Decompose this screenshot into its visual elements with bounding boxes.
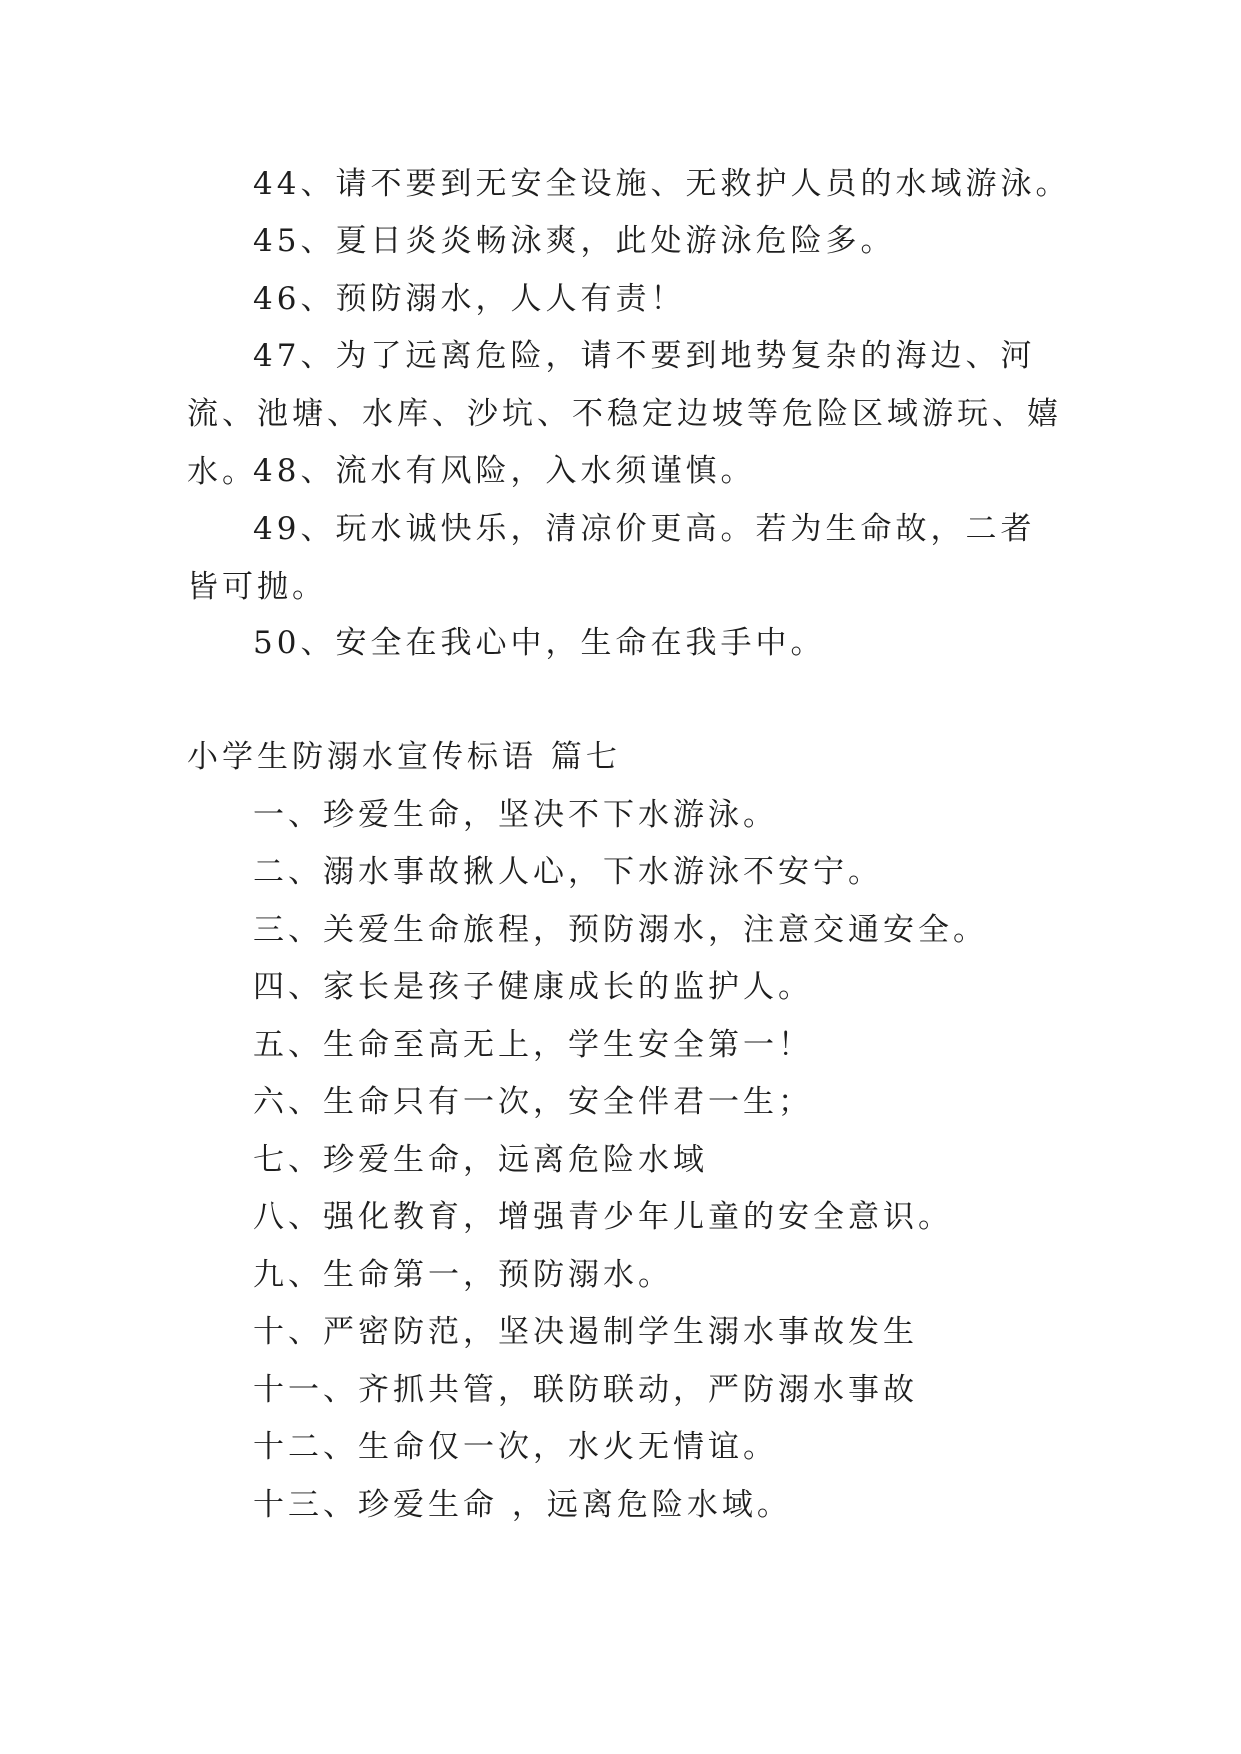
slogan-50: 50、安全在我心中，生命在我手中。: [253, 625, 826, 661]
slogan-46: 46、预防溺水，人人有责！: [253, 281, 686, 317]
slogan-47: 47、为了远离危险，请不要到地势复杂的海边、河流、池塘、水库、沙坑、不稳定边坡等危险区域游玩、嬉水。: [187, 338, 1062, 490]
slogan-5: 五、生命至高无上，学生安全第一！: [253, 1027, 813, 1063]
slogan-11: 十一、齐抓共管，联防联动，严防溺水事故: [253, 1372, 918, 1408]
slogan-10: 十、严密防范，坚决遏制学生溺水事故发生: [253, 1314, 918, 1350]
slogan-48: 48、流水有风险，入水须谨慎。: [253, 453, 756, 489]
slogan-44: 44、请不要到无安全设施、无救护人员的水域游泳。: [253, 166, 1071, 202]
slogan-13: 十三、珍爱生命 ，远离危险水域。: [253, 1487, 792, 1523]
slogan-6: 六、生命只有一次，安全伴君一生；: [253, 1084, 813, 1120]
slogan-8: 八、强化教育，增强青少年儿童的安全意识。: [253, 1199, 953, 1235]
slogan-12: 十二、生命仅一次，水火无情谊。: [253, 1429, 778, 1465]
slogan-9: 九、生命第一，预防溺水。: [253, 1257, 673, 1293]
slogan-3: 三、关爱生命旅程，预防溺水，注意交通安全。: [253, 912, 988, 948]
slogan-7: 七、珍爱生命，远离危险水域: [253, 1142, 708, 1178]
slogan-4: 四、家长是孩子健康成长的监护人。: [253, 969, 813, 1005]
slogan-49: 49、玩水诚快乐，清凉价更高。若为生命故，二者皆可抛。: [187, 511, 1036, 605]
slogan-2: 二、溺水事故揪人心，下水游泳不安宁。: [253, 854, 883, 890]
slogan-1: 一、珍爱生命，坚决不下水游泳。: [253, 797, 778, 833]
slogan-45: 45、夏日炎炎畅泳爽，此处游泳危险多。: [253, 223, 896, 259]
section-heading: 小学生防溺水宣传标语 篇七: [187, 739, 621, 775]
